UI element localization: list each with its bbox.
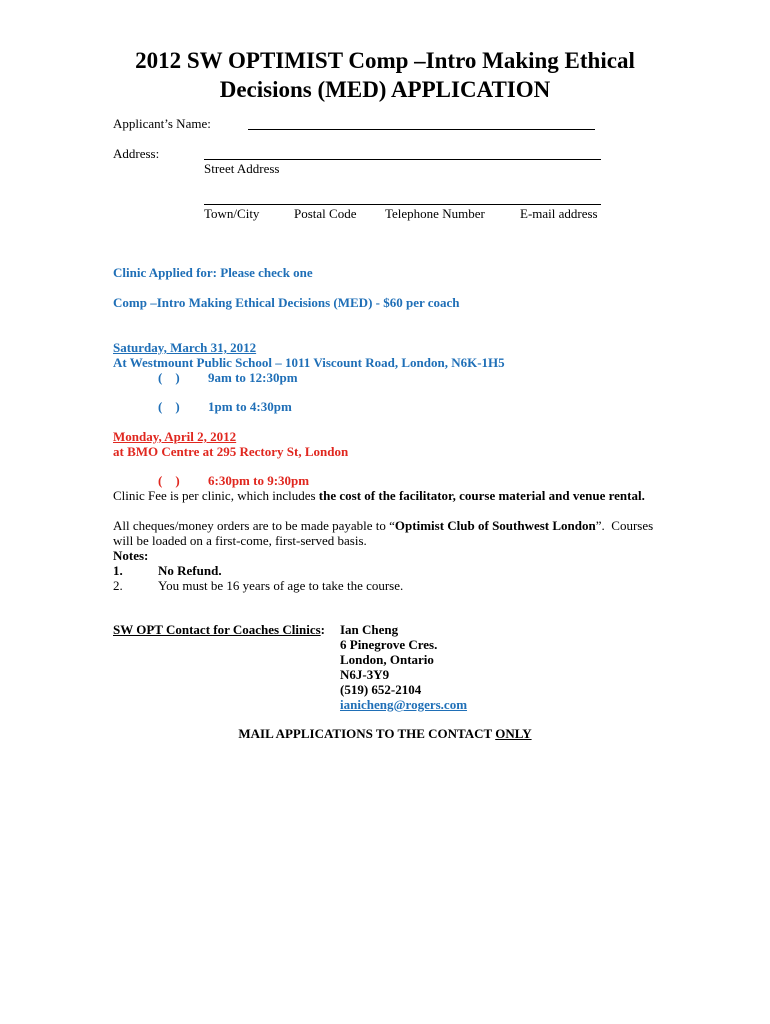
mail-notice-prefix: MAIL APPLICATIONS TO THE CONTACT: [238, 726, 496, 741]
address-label: Address:: [113, 146, 160, 161]
telephone-number-label: Telephone Number: [385, 206, 485, 221]
saturday-option1-time: 9am to 12:30pm: [208, 370, 298, 385]
note-1-text: No Refund.: [158, 563, 222, 578]
clinic-fee-inclusions: the cost of the facilitator, course material and venue rental.: [318, 488, 645, 503]
monday-date: Monday, April 2, 2012: [113, 429, 237, 444]
street-address-label: Street Address: [204, 161, 280, 176]
note-1-number: 1.: [113, 563, 123, 578]
contact-city: London, Ontario: [340, 652, 434, 667]
street-address-field-line[interactable]: [204, 159, 601, 160]
mail-applications-notice: [0, 726, 770, 741]
form-title-line1: 2012 SW OPTIMIST Comp –Intro Making Ethical: [135, 48, 635, 73]
payment-prefix: All cheques/money orders are to be made payable to “: [113, 518, 395, 533]
note-2-text: You must be 16 years of age to take the course.: [158, 578, 404, 593]
notes-heading: Notes:: [113, 548, 149, 563]
payment-text-line1: [113, 518, 653, 533]
contact-email-link[interactable]: ianicheng@rogers.com: [340, 697, 468, 712]
postal-code-label: Postal Code: [294, 206, 357, 221]
clinic-applied-for-heading: Clinic Applied for: Please check one: [113, 265, 313, 280]
clinic-course-name: Comp –Intro Making Ethical Decisions (MED) - $60 per coach: [113, 295, 460, 310]
clinic-fee-prefix: Clinic Fee is per clinic, which includes: [113, 488, 319, 503]
saturday-option2-time: 1pm to 4:30pm: [208, 399, 292, 414]
town-postal-phone-email-field-line[interactable]: [204, 204, 601, 205]
note-2-number: 2.: [113, 578, 123, 593]
town-city-label: Town/City: [204, 206, 260, 221]
saturday-location: At Westmount Public School – 1011 Viscount Road, London, N6K-1H5: [113, 355, 505, 370]
contact-label-text: SW OPT Contact for Coaches Clinics: [113, 622, 321, 637]
monday-option1-time: 6:30pm to 9:30pm: [208, 473, 310, 488]
monday-location: at BMO Centre at 295 Rectory St, London: [113, 444, 349, 459]
form-title-line2: Decisions (MED) APPLICATION: [219, 77, 551, 102]
clinic-fee-text: [113, 488, 645, 503]
mail-notice-emphasis: ONLY: [495, 726, 532, 741]
applicant-name-label: Applicant’s Name:: [113, 116, 211, 131]
contact-label-colon: :: [320, 622, 325, 637]
payment-text-line2: will be loaded on a first-come, first-served basis.: [113, 533, 367, 548]
contact-label: [113, 622, 325, 637]
contact-phone: (519) 652-2104: [340, 682, 422, 697]
email-address-label: E-mail address: [520, 206, 598, 221]
contact-street: 6 Pinegrove Cres.: [340, 637, 438, 652]
saturday-option2-checkbox[interactable]: ( ): [158, 399, 180, 414]
saturday-option1-checkbox[interactable]: ( ): [158, 370, 180, 385]
contact-name: Ian Cheng: [340, 622, 399, 637]
saturday-date: Saturday, March 31, 2012: [113, 340, 257, 355]
contact-postal-code: N6J-3Y9: [340, 667, 390, 682]
applicant-name-field-line[interactable]: [248, 129, 595, 130]
payment-suffix: ”. Courses: [595, 518, 654, 533]
monday-option1-checkbox[interactable]: ( ): [158, 473, 180, 488]
payment-payee: Optimist Club of Southwest London: [394, 518, 596, 533]
